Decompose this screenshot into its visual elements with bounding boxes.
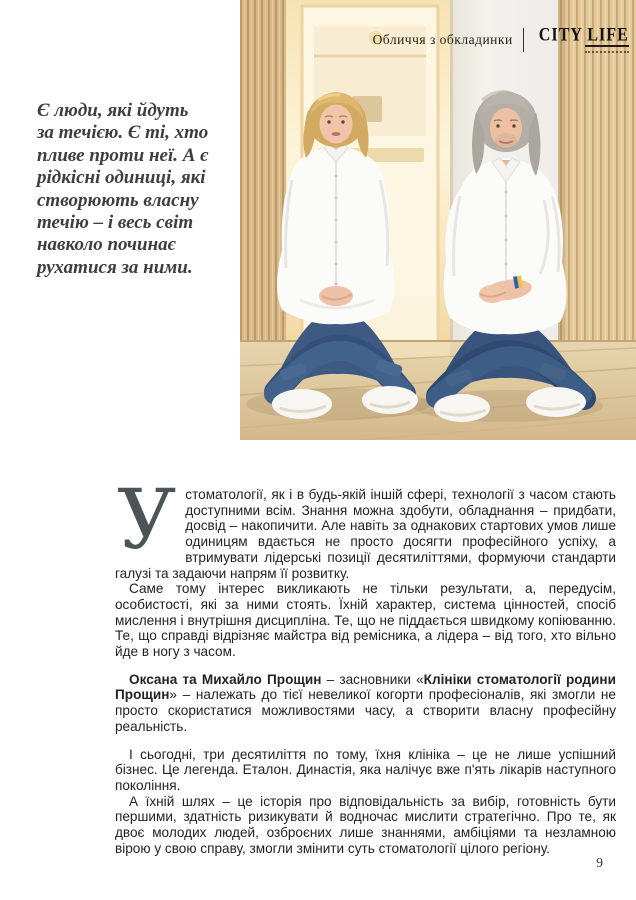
quote-line: рухатися за ними.	[37, 256, 193, 278]
page-header	[372, 23, 629, 53]
founders-names: Оксана та Михайло Прощин	[129, 671, 322, 687]
paragraph-1-text: стоматології, як і в будь-якій іншій сфері, технології з часом стають доступними всім. Знання можна здобути, обладнання – придбати, досвід – накопичити. Але навіть за однакових стартових умов лише одиницям вдається не просто досягти професійного успіху, а втримувати лідерські позиції десятиліттями, формуючи стандарти галузі та задаючи напрям її розвитку.	[115, 487, 616, 581]
paragraph-3	[115, 672, 616, 735]
paragraph-2: Саме тому інтерес викликають не тільки результати, а, передусім, особистості, які за ними стоять. Їхній характер, система цінностей, спосіб мислення і внутрішня дисципліна. Те, що не піддається швидкому копіюванню. Те, що справді відрізняє майстра від ремісника, а лідера – від того, хто вільно йде в ногу з часом.	[115, 581, 616, 660]
quote-line: створюють власну	[37, 189, 199, 211]
quote-line: течію – і весь світ	[37, 212, 194, 234]
citylife-logo-text: CITY LIFE	[538, 23, 629, 46]
drop-cap: У	[117, 473, 177, 568]
quote-line: Є люди, які йдуть	[37, 100, 189, 121]
paragraph-1	[115, 473, 616, 581]
citylife-logo-tagline	[585, 45, 629, 53]
cover-photo-illustration	[240, 0, 636, 440]
paragraph-4: І сьогодні, три десятиліття по тому, їхня клініка – це не лише успішний бізнес. Це легенда. Еталон. Династія, яка налічує вже п'ять лікарів наступного покоління.	[115, 746, 616, 793]
quote-line: рідкісні одиниці, які	[37, 167, 206, 189]
page-number: 9	[596, 855, 603, 870]
section-label: Обличчя з обкладинки	[372, 31, 513, 47]
clinic-name: Клініки стоматології родини Прощин	[115, 671, 616, 703]
pull-quote	[37, 100, 237, 279]
citylife-logo	[534, 23, 629, 53]
article-body	[115, 473, 616, 856]
paragraph-3-rest: » – належать до тієї невеликої когорти професіоналів, які змогли не просто скористатися можливостями часу, а створити власну професійну реальність.	[115, 687, 616, 734]
paragraph-3-mid: – засновники «	[321, 671, 424, 687]
cover-photo	[240, 0, 636, 440]
paragraph-5: А їхній шлях – це історія про відповідальність за вибір, готовність бути першими, здатність ризикувати й водночас мислити стратегічно. Про те, як двоє молодих людей, озброєних лише знаннями, амбіціями та незламною вірою у свою справу, змогли змінити суть стоматології цілого регіону.	[115, 793, 616, 856]
header-divider	[523, 28, 525, 52]
quote-line: за течією. Є ті, хто	[37, 122, 209, 144]
quote-line: навколо починає	[37, 234, 176, 256]
quote-line: пливе проти неї. А є	[37, 144, 209, 166]
